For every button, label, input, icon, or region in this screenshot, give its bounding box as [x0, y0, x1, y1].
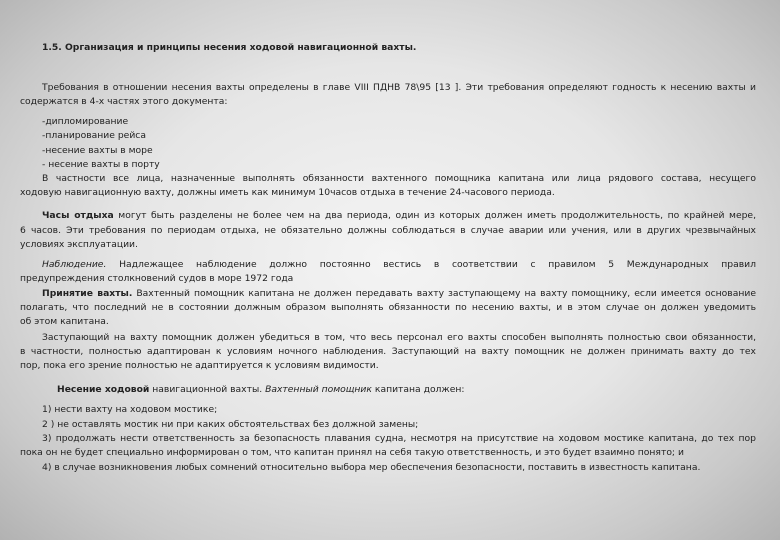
paragraph-rest-hours-line3: условиях эксплуатации.	[20, 239, 138, 250]
section-heading: 1.5. Организация и принципы несения ходовой навигационной вахты.	[42, 42, 417, 53]
paragraph-requirements-line2: содержатся в 4-х частях этого документа:	[20, 96, 228, 107]
paragraph-relieving-line1: Заступающий на вахту помощник должен убедиться в том, что весь персонал его вахты способен выполнять полностью свои обязанности,	[42, 332, 756, 343]
duty-item-3-line2: пока он не будет специально информирован о том, что капитан принял на себя такую ответственность, и это будет взаимно понято; и	[20, 447, 684, 458]
paragraph-rest-hours-line2: 6 часов. Эти требования по периодам отдыха, не обязательно должны соблюдаться в случае аварии или учения, или в других чрезвычайных	[20, 225, 756, 236]
duty-item-2: 2 ) не оставлять мостик ни при каких обстоятельствах без должной замены;	[42, 419, 419, 430]
term-handover: Принятие вахты.	[42, 288, 133, 299]
paragraph-requirements-line1: Требования в отношении несения вахты определены в главе VIII ПДНВ 78\95 [13 ]. Эти требования определяют годность к несению вахты и	[42, 82, 756, 93]
duty-item-3-line1: 3) продолжать нести ответственность за безопасность плавания судна, несмотря на присутствие на ходовом мостике капитана, до тех пор	[42, 433, 756, 444]
paragraph-lookout-line1: Наблюдение. Надлежащее наблюдение должно постоянно вестись в соответствии с правилом 5 Международных правил	[42, 259, 756, 270]
paragraph-lookout-line2: предупреждения столкновений судов в море 1972 года	[20, 273, 294, 284]
term-navigational-watch: Несение ходовой	[57, 384, 150, 395]
list-item: -дипломирование	[42, 116, 129, 127]
duty-item-4: 4) в случае возникновения любых сомнений относительно выбора мер обеспечения безопасности, поставить в известность капитана.	[42, 462, 701, 473]
subheading-navigational-watch: Несение ходовой навигационной вахты. Вахтенный помощник капитана должен:	[57, 384, 465, 395]
paragraph-handover-line1: Принятие вахты. Вахтенный помощник капитана не должен передавать вахту заступающему на вахту помощнику, если имеется основание	[42, 288, 756, 299]
paragraph-relieving-line3: пор, пока его зрение полностью не адаптируется к условиям видимости.	[20, 360, 379, 371]
paragraph-handover-line3: об этом капитана.	[20, 316, 109, 327]
paragraph-rest-hours-line1: Часы отдыха могут быть разделены не более чем на два периода, один из которых должен иметь продолжительность, по крайней мере,	[42, 210, 756, 221]
paragraph-relieving-line2: в частности, полностью адаптирован к условиям ночного наблюдения. Заступающий на вахту помощник не должен принимать вахту до тех	[20, 346, 756, 357]
paragraph-handover-line2: полагать, что последний не в состоянии должным образом выполнять обязанности по несению вахты, и в этом случае он должен уведомить	[20, 302, 756, 313]
paragraph-rest-line2: ходовую навигационную вахту, должны иметь как минимум 10часов отдыха в течение 24-часового периода.	[20, 187, 555, 198]
term-rest-hours: Часы отдыха	[42, 210, 114, 221]
list-item: -планирование рейса	[42, 130, 146, 141]
paragraph-rest-line1: В частности все лица, назначенные выполнять обязанности вахтенного помощника капитана или лица рядового состава, несущего	[42, 173, 756, 184]
term-lookout: Наблюдение.	[42, 259, 107, 270]
duty-item-1: 1) нести вахту на ходовом мостике;	[42, 404, 218, 415]
list-item: - несение вахты в порту	[42, 159, 160, 170]
list-item: -несение вахты в море	[42, 145, 153, 156]
